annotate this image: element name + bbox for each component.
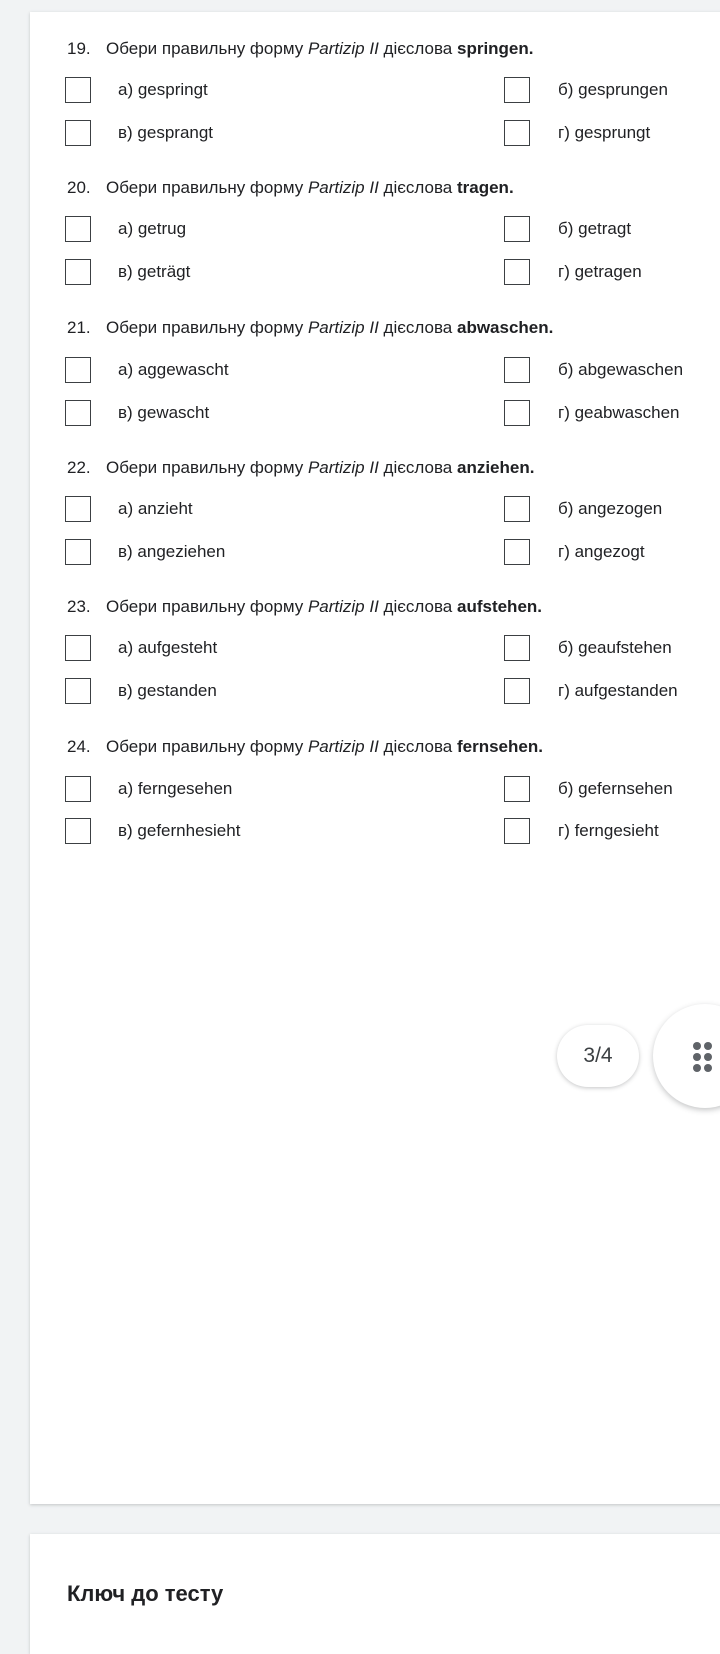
checkbox[interactable] [65,539,91,565]
option-g[interactable]: г) geabwaschen [504,399,680,427]
option-b[interactable]: б) getragt [504,215,631,243]
option-b[interactable]: б) gefernsehen [504,775,673,803]
question-20 [67,177,707,199]
checkbox[interactable] [65,776,91,802]
option-a[interactable]: а) gespringt [65,76,208,104]
option-g[interactable]: г) ferngesieht [504,817,659,845]
page-indicator-label: 3/4 [583,1044,613,1067]
checkbox[interactable] [65,678,91,704]
checkbox[interactable] [504,496,530,522]
checkbox[interactable] [504,216,530,242]
option-b[interactable]: б) angezogen [504,495,662,523]
verb: tragen. [456,178,514,197]
question-number: 21. [67,318,91,337]
verb: springen. [456,39,534,58]
checkbox[interactable] [65,818,91,844]
option-a[interactable]: а) anzieht [65,495,193,523]
question-22 [67,457,707,479]
checkbox[interactable] [504,818,530,844]
option-v[interactable]: в) gefernhesieht [65,817,240,845]
option-g[interactable]: г) gesprungt [504,119,650,147]
checkbox[interactable] [65,400,91,426]
checkbox[interactable] [65,496,91,522]
checkbox[interactable] [504,77,530,103]
option-b[interactable]: б) geaufstehen [504,634,672,662]
question-number: 24. [67,737,91,756]
option-v[interactable]: в) gestanden [65,677,217,705]
checkbox[interactable] [65,259,91,285]
checkbox[interactable] [504,259,530,285]
question-23 [67,596,707,618]
verb: aufstehen. [456,597,543,616]
checkbox[interactable] [65,216,91,242]
option-a[interactable]: а) getrug [65,215,186,243]
question-number: 22. [67,458,91,477]
question-title: 22. Обери правильну форму Partizip II дієслова anziehen. [67,458,535,477]
checkbox[interactable] [504,539,530,565]
checkbox[interactable] [504,400,530,426]
option-v[interactable]: в) angeziehen [65,538,225,566]
checkbox[interactable] [504,635,530,661]
grid-dots-icon [693,1042,720,1072]
option-v[interactable]: в) geträgt [65,258,190,286]
question-number: 20. [67,178,91,197]
checkbox[interactable] [504,678,530,704]
option-a[interactable]: а) aggewascht [65,356,229,384]
option-g[interactable]: г) angezogt [504,538,645,566]
checkbox[interactable] [65,635,91,661]
option-v[interactable]: в) gesprangt [65,119,213,147]
verb: abwaschen. [456,318,554,337]
option-g[interactable]: г) aufgestanden [504,677,678,705]
question-21 [67,317,707,339]
page-indicator [557,1025,639,1087]
option-a[interactable]: а) ferngesehen [65,775,232,803]
checkbox[interactable] [504,357,530,383]
section-heading: Ключ до тесту [67,1581,224,1606]
option-a[interactable]: а) aufgesteht [65,634,217,662]
checkbox[interactable] [504,776,530,802]
option-b[interactable]: б) gesprungen [504,76,668,104]
verb: anziehen. [456,458,535,477]
question-title: 19. Обери правильну форму Partizip II дієслова springen. [67,39,534,58]
question-title: 21. Обери правильну форму Partizip II дієслова abwaschen. [67,318,554,337]
verb: fernsehen. [456,737,543,756]
question-number: 23. [67,597,91,616]
checkbox[interactable] [65,120,91,146]
checkbox[interactable] [504,120,530,146]
checkbox[interactable] [65,77,91,103]
question-24 [67,736,707,758]
question-title: 23. Обери правильну форму Partizip II дієслова aufstehen. [67,597,543,616]
question-title: 24. Обери правильну форму Partizip II дієслова fernsehen. [67,737,543,756]
checkbox[interactable] [65,357,91,383]
question-title: 20. Обери правильну форму Partizip II дієслова tragen. [67,178,514,197]
option-v[interactable]: в) gewascht [65,399,209,427]
option-g[interactable]: г) getragen [504,258,642,286]
option-b[interactable]: б) abgewaschen [504,356,683,384]
question-19 [67,38,707,60]
question-number: 19. [67,39,91,58]
